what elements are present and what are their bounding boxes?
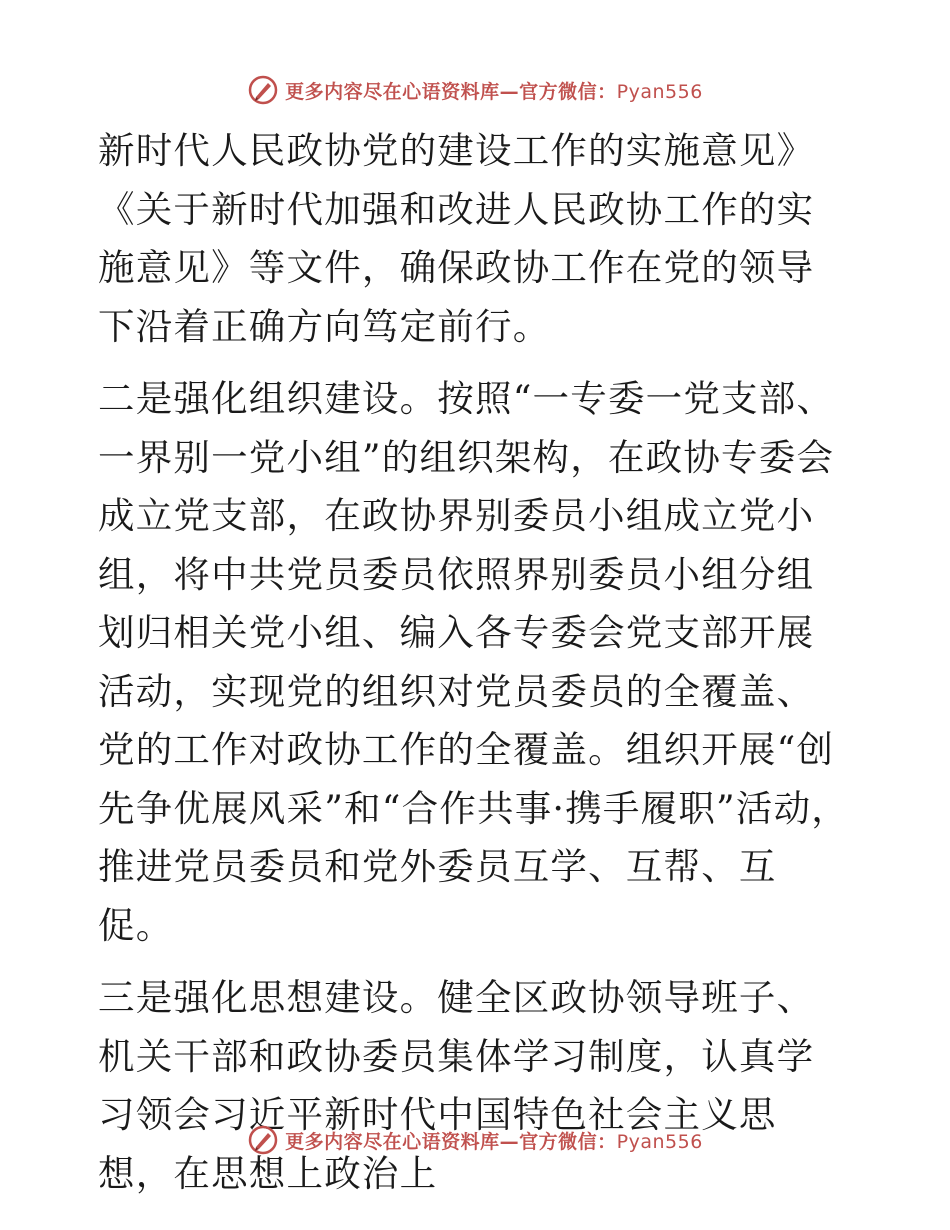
document-body (98, 122, 850, 1203)
paragraph-3: 三是强化思想建设。健全区政协领导班子、机关干部和政协委员集体学习制度，认真学习领会习近平新时代中国特色社会主义思想，在思想上政治上 (98, 976, 815, 1195)
paragraph-2: 二是强化组织建设。按照“一专委一党支部、一界别一党小组”的组织架构，在政协专委会成立党支部，在政协界别委员小组成立党小组，将中共党员委员依照界别委员小组分组划归相关党小组、编入各专委会党支部开展活动，实现党的组织对党员委员的全覆盖、党的工作对政协工作的全覆盖。组织开展“创先争优展风采”和“合作共事·携手履职”活动，推进党员委员和党外委员互学、互帮、互促。 (98, 377, 849, 947)
header-watermark (0, 70, 950, 110)
pen-logo-icon (247, 74, 279, 106)
watermark-text: 更多内容尽在心语资料库—官方微信：Pyan556 (285, 80, 703, 103)
watermark-text: 更多内容尽在心语资料库—官方微信：Pyan556 (285, 1130, 703, 1153)
watermark-id: Pyan556 (616, 1130, 703, 1153)
footer-watermark (0, 1120, 950, 1160)
watermark-id: Pyan556 (616, 80, 703, 103)
pen-logo-icon (247, 1124, 279, 1156)
paragraph-1: 新时代人民政协党的建设工作的实施意见》《关于新时代加强和改进人民政协工作的实施意见》等文件，确保政协工作在党的领导下沿着正确方向笃定前行。 (98, 129, 815, 348)
